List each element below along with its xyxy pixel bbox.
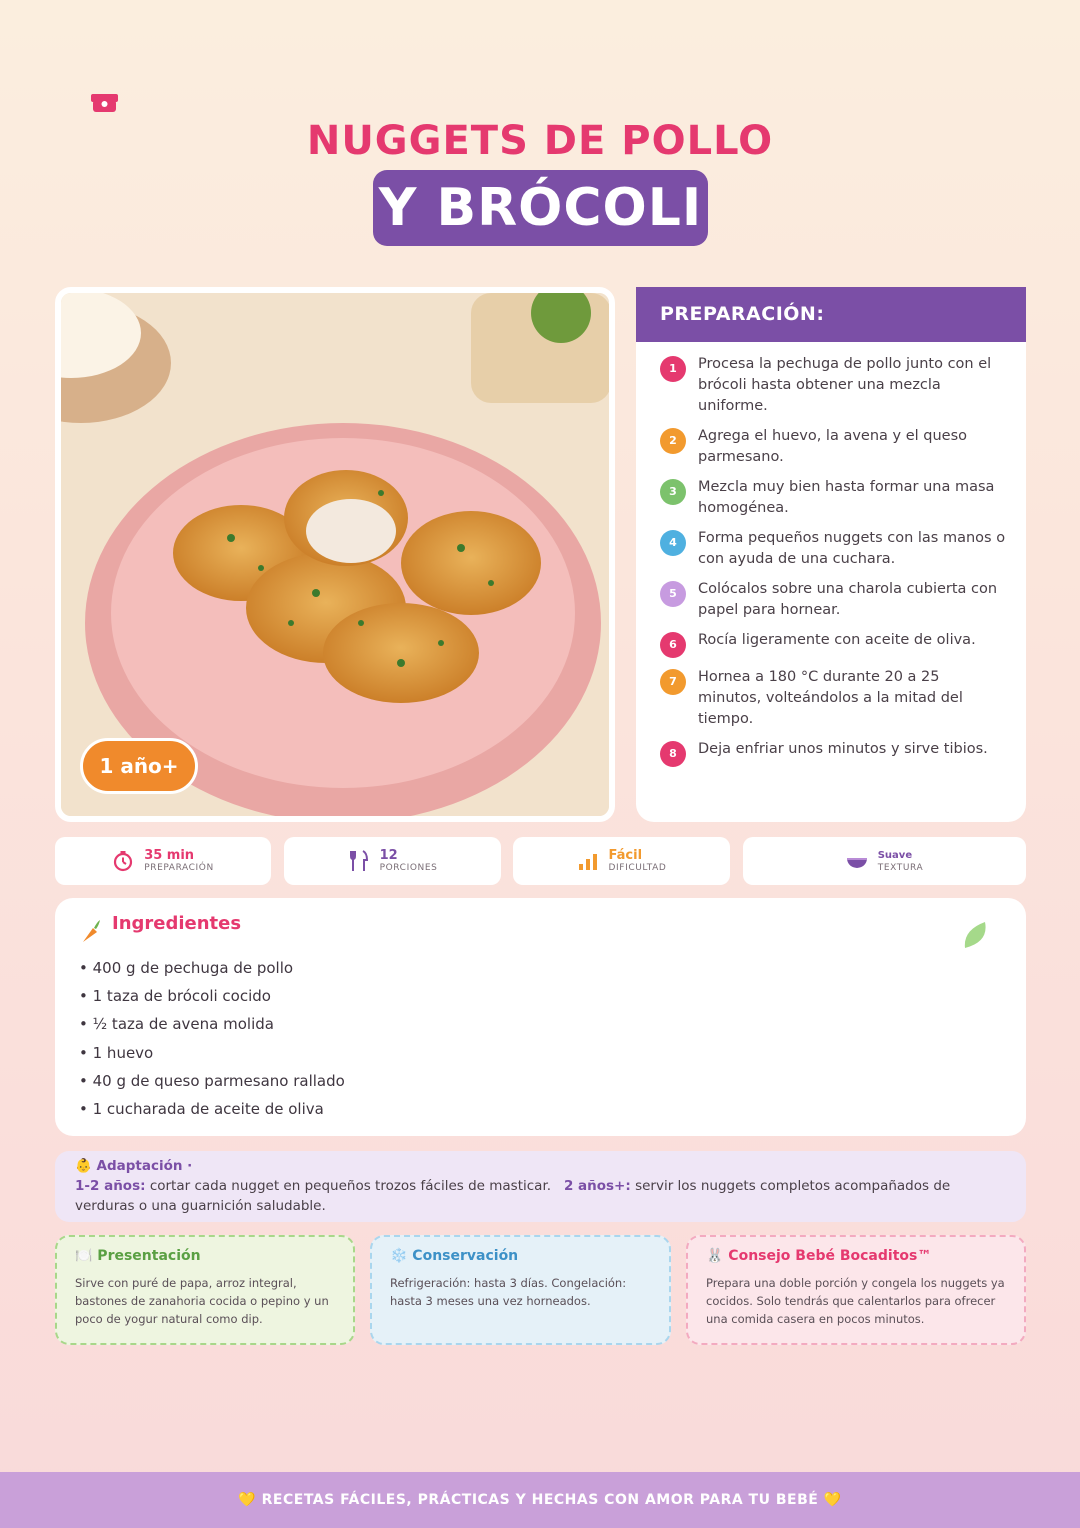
- age1-text: cortar cada nugget en pequeños trozos fáciles de masticar.: [145, 1178, 552, 1194]
- step-text: Deja enfriar unos minutos y sirve tibios.: [698, 741, 988, 757]
- ingredient-item: • 1 huevo: [79, 1039, 345, 1067]
- preparation-step: [660, 354, 1006, 417]
- stat-time-label: PREPARACIÓN: [144, 862, 214, 873]
- footer-banner: 💛 RECETAS FÁCILES, PRÁCTICAS Y HECHAS CON AMOR PARA TU BEBÉ 💛: [0, 1472, 1080, 1528]
- presentation-text: Sirve con puré de papa, arroz integral, bastones de zanahoria cocida o pepino y un poco de yogur natural como dip.: [75, 1276, 329, 1326]
- ingredients-title: Ingredientes: [112, 913, 242, 934]
- carrot-icon: [79, 918, 101, 944]
- step-number-badge: 4: [660, 530, 686, 556]
- preparation-step: [660, 630, 1006, 658]
- preparation-step: [660, 667, 1006, 730]
- step-text: Mezcla muy bien hasta formar una masa homogénea.: [698, 479, 995, 516]
- stat-difficulty-label: DIFICULTAD: [608, 862, 667, 873]
- adaptation-box: [55, 1151, 1026, 1222]
- preparation-heading: PREPARACIÓN:: [636, 287, 1026, 342]
- step-number-badge: 5: [660, 581, 686, 607]
- step-number-badge: 2: [660, 428, 686, 454]
- step-number-badge: 7: [660, 669, 686, 695]
- step-text: Rocía ligeramente con aceite de oliva.: [698, 632, 976, 648]
- preparation-step: [660, 739, 1006, 767]
- ingredient-item: • 40 g de queso parmesano rallado: [79, 1067, 345, 1095]
- ingredients-list: [79, 954, 345, 1123]
- brand-logo-icon: [91, 94, 118, 112]
- recipe-title-line1: NUGGETS DE POLLO: [306, 118, 774, 164]
- ingredient-item: • ½ taza de avena molida: [79, 1010, 345, 1038]
- step-text: Forma pequeños nuggets con las manos o con ayuda de una cuchara.: [698, 530, 1006, 567]
- ingredient-item: • 1 taza de brócoli cocido: [79, 982, 345, 1010]
- stat-difficulty-value: Fácil: [608, 847, 643, 863]
- storage-tip: [370, 1235, 671, 1345]
- stat-difficulty: [513, 837, 730, 885]
- ingredients-card: [55, 898, 1026, 1136]
- stat-time: [55, 837, 271, 885]
- advice-text: Prepara una doble porción y congela los nuggets ya cocidos. Solo tendrás que calentarlos para ofrecer una comida casera en pocos minutos.: [706, 1276, 1005, 1326]
- advice-title: 🐰 Consejo Bebé Bocaditos™: [706, 1248, 932, 1264]
- step-number-badge: 1: [660, 356, 686, 382]
- preparation-panel: [636, 287, 1026, 822]
- preparation-step: [660, 426, 1006, 468]
- step-number-badge: 6: [660, 632, 686, 658]
- stat-texture-label: TEXTURA: [877, 862, 924, 873]
- age1-label: 1-2 años:: [75, 1178, 146, 1194]
- age-badge: 1 año+: [80, 738, 198, 794]
- stat-portions-value: 12: [379, 847, 398, 863]
- step-text: Procesa la pechuga de pollo junto con el brócoli hasta obtener una mezcla uniforme.: [698, 356, 992, 414]
- step-text: Colócalos sobre una charola cubierta con papel para hornear.: [698, 581, 998, 618]
- preparation-steps: [636, 342, 1026, 767]
- storage-text: Refrigeración: hasta 3 días. Congelación: hasta 3 meses una vez horneados.: [390, 1276, 627, 1308]
- stat-time-value: 35 min: [144, 847, 195, 863]
- stat-portions-label: PORCIONES: [379, 862, 438, 873]
- presentation-title: 🍽️ Presentación: [75, 1248, 201, 1264]
- step-number-badge: 3: [660, 479, 686, 505]
- advice-tip: [686, 1235, 1026, 1345]
- presentation-tip: [55, 1235, 355, 1345]
- recipe-title-line2: Y BRÓCOLI: [373, 170, 708, 246]
- age2-label: 2 años+:: [563, 1178, 631, 1194]
- utensils-icon: [348, 850, 370, 872]
- storage-title: ❄️ Conservación: [390, 1248, 519, 1264]
- ingredient-item: • 1 cucharada de aceite de oliva: [79, 1095, 345, 1123]
- age2-text: servir los nuggets completos acompañados de verduras o una guarnición saludable.: [75, 1178, 951, 1214]
- adaptation-text: [75, 1176, 1006, 1216]
- bowl-icon: [846, 850, 868, 872]
- preparation-step: [660, 579, 1006, 621]
- step-text: Hornea a 180 °C durante 20 a 25 minutos, volteándolos a la mitad del tiempo.: [698, 669, 963, 727]
- stat-texture: [743, 837, 1026, 885]
- timer-icon: [112, 850, 134, 872]
- preparation-step: [660, 528, 1006, 570]
- adaptation-title: 👶 Adaptación ·: [75, 1158, 193, 1174]
- step-text: Agrega el huevo, la avena y el queso parmesano.: [698, 428, 968, 465]
- bars-icon: [577, 850, 599, 872]
- ingredient-item: • 400 g de pechuga de pollo: [79, 954, 345, 982]
- stat-texture-value: Suave: [877, 849, 913, 861]
- preparation-step: [660, 477, 1006, 519]
- leaf-icon: [962, 920, 988, 950]
- stat-portions: [284, 837, 501, 885]
- step-number-badge: 8: [660, 741, 686, 767]
